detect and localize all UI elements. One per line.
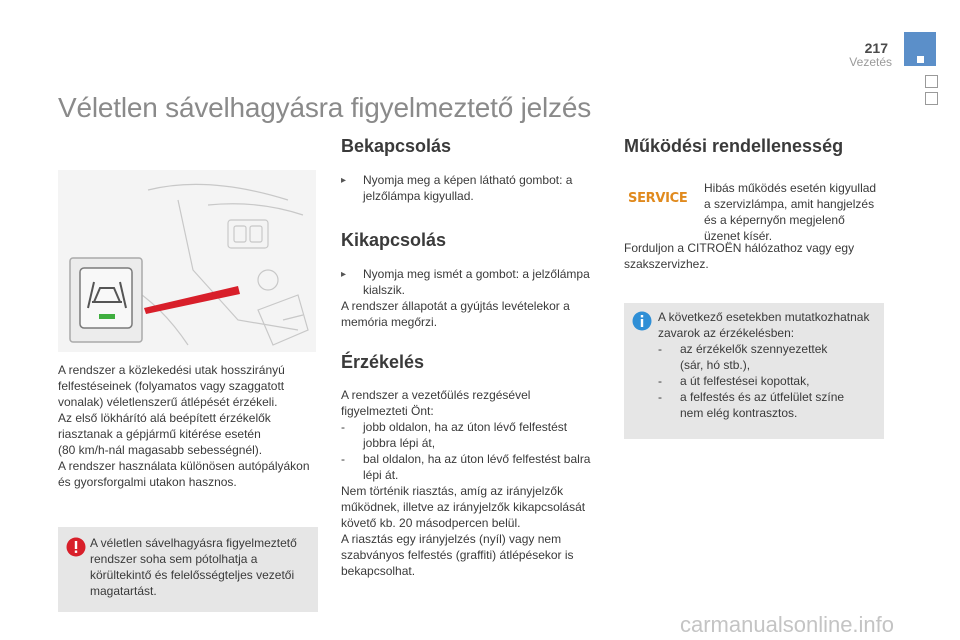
heading-erzekeles: Érzékelés: [341, 352, 425, 372]
text-line: vonalak) véletlenszerű átlépését érzékeli.: [58, 395, 278, 409]
text-line: A rendszer a közlekedési utak hosszirányú: [58, 363, 285, 377]
text-line: nem elég kontrasztos.: [680, 406, 798, 420]
text-line: működnek, illetve az irányjelzők kikapcsolását: [341, 500, 586, 514]
bullet-arrow-icon: ▸: [341, 175, 347, 186]
text-line: Nem történik riasztás, amíg az irányjelzők: [341, 484, 564, 498]
text-line: Nyomja meg ismét a gombot: a jelzőlámpa: [363, 267, 590, 281]
text-line: szabványos felfestés (graffiti) átlépésekor is: [341, 548, 574, 562]
text-line: A riasztás egy irányjelzés (nyíl) vagy nem: [341, 532, 562, 546]
text-line: az érzékelők szennyezettek: [680, 342, 828, 356]
text-line: felfestéseinek (folyamatos vagy szaggatott: [58, 379, 285, 393]
text-line: Hibás működés esetén kigyullad: [704, 181, 877, 195]
page-title: Véletlen sávelhagyásra figyelmeztető jelzés: [58, 92, 592, 123]
text-line: és gyorsforgalmi utakon hasznos.: [58, 475, 237, 489]
warning-box: [58, 527, 318, 612]
text-line: a szervizlámpa, amit hangjelzés: [704, 197, 875, 211]
service-warning-icon: SERVICE: [628, 191, 688, 206]
text-line: lépi át.: [363, 468, 399, 482]
text-line: A következő esetekben mutatkozhatnak: [658, 310, 870, 324]
bullet-kikapcsolas: [341, 266, 611, 298]
text-line: memória megőrzi.: [341, 315, 438, 329]
dash-mark: -: [341, 452, 345, 466]
text-line: és a képernyőn megjelenő: [704, 213, 845, 227]
text-line: jobbra lépi át,: [363, 436, 436, 450]
dash-mark: -: [658, 374, 662, 388]
section-tab-active[interactable]: [904, 32, 936, 66]
text-line: zavarok az érzékelésben:: [658, 326, 795, 340]
dash-item: [658, 341, 882, 373]
text-line: jelzőlámpa kigyullad.: [363, 189, 474, 203]
warning-text: [90, 535, 315, 599]
text-line: A véletlen sávelhagyásra figyelmeztető: [90, 536, 297, 550]
dash-mark: -: [658, 342, 662, 356]
text-line: kialszik.: [363, 283, 406, 297]
watermark: carmanualsonline.info: [680, 612, 895, 637]
service-text: [704, 180, 889, 244]
text-line: A rendszer a vezetőülés rezgésével: [341, 388, 531, 402]
dash-item: [658, 373, 882, 389]
text-line: figyelmezteti Önt:: [341, 404, 434, 418]
warning-icon: [66, 537, 86, 557]
active-tab-dot: [917, 56, 924, 63]
text-line: Az első lökhárító alá beépített érzékelők: [58, 411, 271, 425]
text-line: körültekintő és felelősségteljes vezetői: [90, 568, 295, 582]
text-line: jobb oldalon, ha az úton lévő felfestést: [363, 420, 568, 434]
text-line: riasztanak a gépjármű kitérése esetén: [58, 427, 261, 441]
bullet-bekapcsolas: [341, 172, 611, 204]
contact-text: [624, 240, 894, 272]
heading-mukodesi-rendellenesseg: Működési rendellenesség: [624, 136, 844, 156]
text-line: rendszer soha sem pótolhatja a: [90, 552, 258, 566]
info-icon: [632, 311, 652, 331]
section-tab-empty[interactable]: [925, 75, 938, 88]
intro-paragraph: [58, 362, 328, 490]
dash-mark: -: [658, 390, 662, 404]
section-tab-empty[interactable]: [925, 92, 938, 105]
erzekeles-body: [341, 387, 613, 579]
heading-bekapcsolas: Bekapcsolás: [341, 136, 452, 156]
dash-item: [341, 419, 613, 451]
dash-mark: -: [341, 420, 345, 434]
text-line: (sár, hó stb.),: [680, 358, 751, 372]
heading-kikapcsolas: Kikapcsolás: [341, 230, 447, 250]
text-line: üzenet kísér.: [704, 229, 773, 243]
kikapcsolas-text: [341, 298, 611, 330]
info-box: [624, 303, 884, 439]
dash-item: [658, 389, 882, 421]
text-line: Forduljon a CITROËN hálózathoz vagy egy: [624, 241, 855, 255]
info-text: [658, 309, 882, 421]
bullet-arrow-icon: ▸: [341, 269, 347, 280]
text-line: magatartást.: [90, 584, 157, 598]
text-line: bal oldalon, ha az úton lévő felfestést balra: [363, 452, 591, 466]
text-line: a út felfestései kopottak,: [680, 374, 810, 388]
text-line: Nyomja meg a képen látható gombot: a: [363, 173, 573, 187]
page-number: 217: [864, 40, 888, 56]
section-name: Vezetés: [849, 55, 892, 69]
text-line: követő kb. 20 másodpercen belül.: [341, 516, 521, 530]
text-line: A rendszer állapotát a gyújtás levételekor a: [341, 299, 570, 313]
text-line: A rendszer használata különösen autópályákon: [58, 459, 310, 473]
dash-item: [341, 451, 613, 483]
dashboard-illustration: [58, 170, 316, 352]
text-line: szakszervizhez.: [624, 257, 709, 271]
text-line: (80 km/h-nál magasabb sebességnél).: [58, 443, 263, 457]
text-line: a felfestés és az útfelület színe: [680, 390, 845, 404]
text-line: bekapcsolhat.: [341, 564, 416, 578]
